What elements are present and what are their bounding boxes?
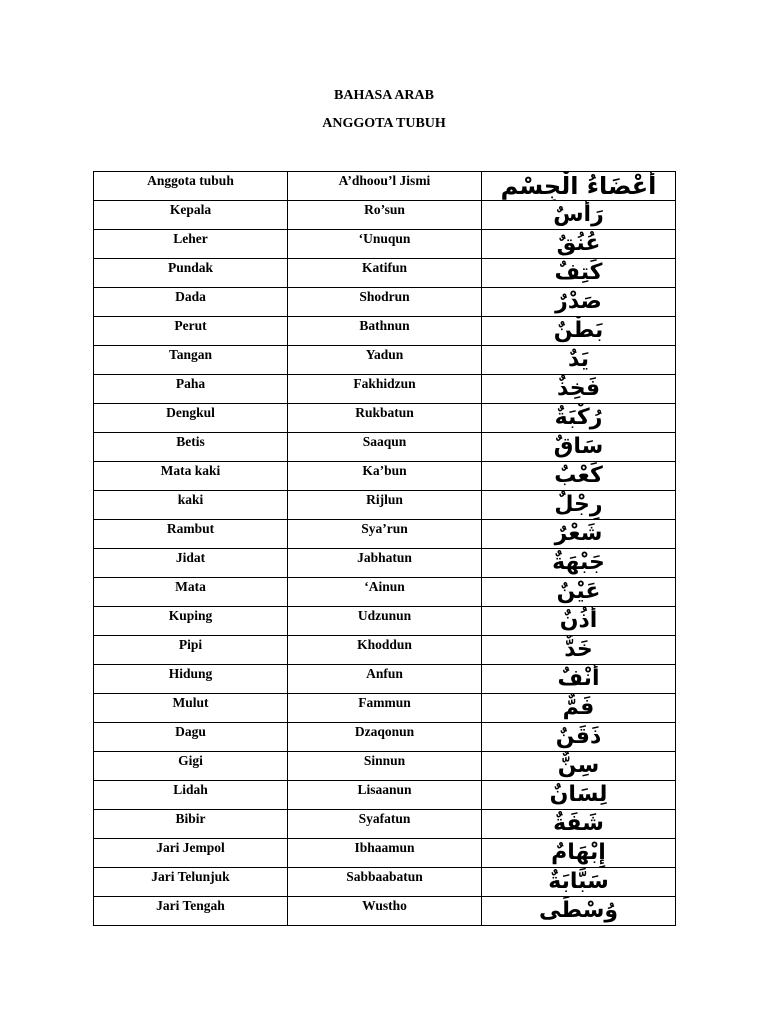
cell-transliteration: Udzunun [288,607,482,636]
cell-indonesian: Jari Tengah [94,897,288,926]
table-row [94,752,676,781]
table-row [94,897,676,926]
header-arabic: أَعْضَاءُ الْجِسْمِ [482,172,676,201]
cell-arabic: فَخِذٌ [482,375,676,404]
cell-indonesian: Pipi [94,636,288,665]
cell-indonesian: Leher [94,230,288,259]
table-row [94,694,676,723]
cell-indonesian: Mata kaki [94,462,288,491]
cell-transliteration: Ibhaamun [288,839,482,868]
table-row [94,810,676,839]
cell-indonesian: Dada [94,288,288,317]
cell-arabic: عَيْنٌ [482,578,676,607]
table-row [94,230,676,259]
cell-indonesian: Jidat [94,549,288,578]
cell-arabic: صَدْرٌ [482,288,676,317]
cell-indonesian: Rambut [94,520,288,549]
cell-arabic: رُكْبَةٌ [482,404,676,433]
table-row [94,665,676,694]
table-row [94,491,676,520]
cell-transliteration: Ka’bun [288,462,482,491]
cell-arabic: يَدٌ [482,346,676,375]
cell-arabic: إِبْهَامٌ [482,839,676,868]
cell-transliteration: Khoddun [288,636,482,665]
cell-arabic: شَفَةٌ [482,810,676,839]
cell-indonesian: Pundak [94,259,288,288]
table-row [94,636,676,665]
cell-transliteration: ‘Ainun [288,578,482,607]
cell-arabic: رِجْلٌ [482,491,676,520]
cell-indonesian: Gigi [94,752,288,781]
cell-arabic: بَطْنٌ [482,317,676,346]
cell-arabic: كَعْبٌ [482,462,676,491]
table-row [94,375,676,404]
table-row [94,201,676,230]
cell-transliteration: Ro’sun [288,201,482,230]
cell-arabic: وُسْطَى [482,897,676,926]
cell-transliteration: Rukbatun [288,404,482,433]
cell-indonesian: Jari Telunjuk [94,868,288,897]
table-row [94,578,676,607]
table-row [94,288,676,317]
cell-indonesian: Dengkul [94,404,288,433]
cell-indonesian: kaki [94,491,288,520]
cell-indonesian: Betis [94,433,288,462]
cell-transliteration: Anfun [288,665,482,694]
cell-indonesian: Kepala [94,201,288,230]
cell-indonesian: Dagu [94,723,288,752]
vocabulary-table [93,171,676,926]
table-row [94,868,676,897]
table-row [94,839,676,868]
cell-arabic: لِسَانٌ [482,781,676,810]
table-row [94,259,676,288]
cell-arabic: سِنٌّ [482,752,676,781]
cell-arabic: خَدٌّ [482,636,676,665]
cell-arabic: ذَقَنٌ [482,723,676,752]
table-row [94,404,676,433]
cell-transliteration: Syafatun [288,810,482,839]
cell-transliteration: Sabbaabatun [288,868,482,897]
cell-transliteration: Wustho [288,897,482,926]
cell-arabic: فَمٌّ [482,694,676,723]
cell-indonesian: Lidah [94,781,288,810]
cell-transliteration: ‘Unuqun [288,230,482,259]
cell-transliteration: Katifun [288,259,482,288]
cell-indonesian: Mata [94,578,288,607]
header-transliteration: A’dhoou’l Jismi [288,172,482,201]
table-row [94,607,676,636]
cell-arabic: أُذُنٌ [482,607,676,636]
cell-transliteration: Lisaanun [288,781,482,810]
table-row [94,346,676,375]
cell-transliteration: Fammun [288,694,482,723]
table-row [94,549,676,578]
cell-indonesian: Paha [94,375,288,404]
cell-indonesian: Tangan [94,346,288,375]
cell-arabic: أَنْفٌ [482,665,676,694]
cell-arabic: كَتِفٌ [482,259,676,288]
table-row [94,462,676,491]
cell-arabic: جَبْهَةٌ [482,549,676,578]
cell-transliteration: Sinnun [288,752,482,781]
table-row [94,781,676,810]
cell-transliteration: Fakhidzun [288,375,482,404]
table-row [94,520,676,549]
cell-transliteration: Rijlun [288,491,482,520]
cell-transliteration: Sya’run [288,520,482,549]
cell-arabic: شَعْرٌ [482,520,676,549]
cell-arabic: سَبَّابَةٌ [482,868,676,897]
table-row [94,433,676,462]
cell-transliteration: Yadun [288,346,482,375]
table-header-row [94,172,676,201]
cell-arabic: رَأْسٌ [482,201,676,230]
table-row [94,723,676,752]
cell-transliteration: Jabhatun [288,549,482,578]
cell-arabic: عُنُقٌ [482,230,676,259]
cell-transliteration: Dzaqonun [288,723,482,752]
cell-indonesian: Mulut [94,694,288,723]
cell-transliteration: Shodrun [288,288,482,317]
cell-indonesian: Hidung [94,665,288,694]
cell-indonesian: Jari Jempol [94,839,288,868]
cell-indonesian: Bibir [94,810,288,839]
cell-indonesian: Perut [94,317,288,346]
cell-indonesian: Kuping [94,607,288,636]
cell-transliteration: Bathnun [288,317,482,346]
document-subtitle: ANGGOTA TUBUH [322,116,446,131]
document-title: BAHASA ARAB [334,88,434,103]
cell-transliteration: Saaqun [288,433,482,462]
header-indonesian: Anggota tubuh [94,172,288,201]
table-row [94,317,676,346]
cell-arabic: سَاقٌ [482,433,676,462]
